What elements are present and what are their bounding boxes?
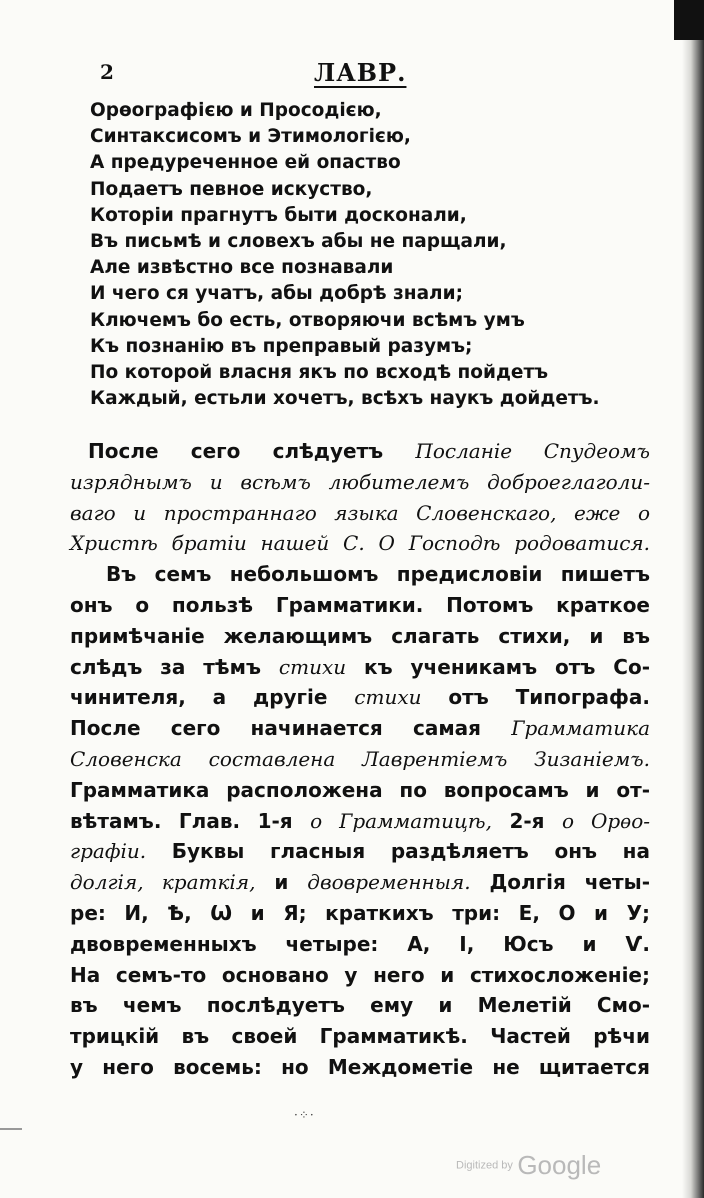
text-run: После сего начинается самая <box>70 716 512 741</box>
text-run: слѣдъ за тѣмъ <box>70 654 279 679</box>
prose-line <box>70 436 650 467</box>
prose-line <box>70 713 650 744</box>
italic-word: стихи <box>354 685 422 710</box>
prose-line <box>70 990 650 1021</box>
text-run: онъ о пользѣ Грамматики. Потомъ краткое <box>70 592 650 617</box>
printer-ornament: ·⁘· <box>294 1108 315 1122</box>
prose-line <box>70 898 650 929</box>
prose-line <box>70 836 650 867</box>
verse-line: Каждый, естьли хочетъ, всѣхъ наукъ дойдетъ. <box>90 388 600 410</box>
italic-word: стихи <box>278 654 347 679</box>
prose-line <box>70 559 650 590</box>
italic-word: долгія, краткія, <box>70 870 256 895</box>
italic-title: ваго и пространнаго языка Словенскаго, еже о <box>70 500 650 525</box>
italic-word: о Орѳо- <box>562 808 650 833</box>
verse-line: Въ письмѣ и словехъ абы не парщали, <box>90 231 507 253</box>
page-header <box>96 58 656 88</box>
text-run: и <box>255 870 308 895</box>
watermark-prefix: Digitized by <box>456 1159 513 1172</box>
prose-line <box>70 867 650 898</box>
text-run: ре: И, Ѣ, Ѡ и Я; краткихъ три: Е, О и У; <box>70 900 650 925</box>
italic-title: Грамматика <box>511 716 650 741</box>
text-run: 2-я <box>491 808 563 833</box>
running-title: ЛАВР. <box>314 58 407 87</box>
text-run: Буквы гласныя раздѣляетъ онъ на <box>146 839 650 864</box>
text-run: отъ Типографа. <box>421 685 650 710</box>
prose-line <box>70 775 650 806</box>
prose-line <box>70 1021 650 1052</box>
verse-line: Которіи прагнутъ быти досконали, <box>90 204 467 226</box>
verse-line: Ключемъ бо есть, отворяючи всѣмъ умъ <box>90 309 525 331</box>
digitized-watermark <box>456 1150 601 1181</box>
text-run: вѣтамъ. Глав. 1-я <box>70 808 311 833</box>
prose-line <box>70 590 650 621</box>
page-edge-shadow <box>682 0 704 1198</box>
verse-line: Къ познанію въ преправый разумъ; <box>90 335 473 357</box>
verse-block <box>90 98 670 412</box>
text-run: Грамматика расположена по вопросамъ и от- <box>70 777 650 802</box>
prose-block <box>70 436 650 1083</box>
text-run: въ чемъ послѣдуетъ ему и Мелетій Смо- <box>70 993 650 1018</box>
prose-line <box>70 929 650 960</box>
verse-line: Подаетъ певное искуство, <box>90 178 373 200</box>
text-run: Долгія четы- <box>470 870 650 895</box>
prose-line <box>70 960 650 991</box>
watermark-brand: Google <box>517 1150 602 1180</box>
text-run: двовременныхъ четыре: А, І, Юсъ и Ѵ. <box>70 931 650 956</box>
verse-line: Орѳографією и Просодією, <box>90 100 382 121</box>
page-corner-mark <box>674 0 704 40</box>
page-number: 2 <box>100 60 114 84</box>
margin-mark <box>0 1128 22 1130</box>
prose-line <box>70 806 650 837</box>
text-run: къ ученикамъ отъ Со- <box>346 654 651 679</box>
text-run: примѣчаніе желающимъ слагать стихи, и въ <box>70 623 650 648</box>
verse-line: Синтаксисомъ и Этимологією, <box>90 126 411 148</box>
text-run: На семъ-то основано у него и стихосложеніе; <box>70 962 650 987</box>
italic-word: графіи. <box>70 839 147 864</box>
italic-title: Христѣ братіи нашей С. О Господѣ родоватися. <box>70 531 650 556</box>
italic-word: о Грамматицѣ, <box>310 808 492 833</box>
prose-line <box>70 528 650 559</box>
text-run: у него восемь: но Междометіе не щитается <box>70 1054 650 1079</box>
text-run: чинителя, а другіе <box>70 685 355 710</box>
text-run: Въ семъ небольшомъ предисловіи пишетъ <box>106 562 650 587</box>
text-run: После сего слѣдуетъ <box>88 439 416 463</box>
verse-line: По которой власня якъ по всходѣ пойдетъ <box>90 362 549 384</box>
prose-line <box>70 1052 650 1083</box>
italic-title: изряднымъ и всѣмъ любителемъ доброеглаголи- <box>70 469 650 494</box>
verse-line: И чего ся учатъ, абы добрѣ знали; <box>90 283 463 305</box>
text-run: трицкій въ своей Грамматикѣ. Частей рѣчи <box>70 1024 650 1049</box>
prose-line <box>70 467 650 498</box>
prose-line <box>70 744 650 775</box>
prose-line <box>70 621 650 652</box>
prose-line <box>70 682 650 713</box>
verse-line: Але извѣстно все познавали <box>90 257 394 279</box>
italic-title: Посланіе Спудеомъ <box>415 439 650 463</box>
italic-word: двовременныя. <box>307 870 471 895</box>
italic-title: Словенска составлена Лаврентіемъ Зизаніемъ. <box>70 746 650 771</box>
verse-line: А предуреченное ей опаство <box>90 152 401 174</box>
prose-line <box>70 652 650 683</box>
prose-line <box>70 498 650 529</box>
